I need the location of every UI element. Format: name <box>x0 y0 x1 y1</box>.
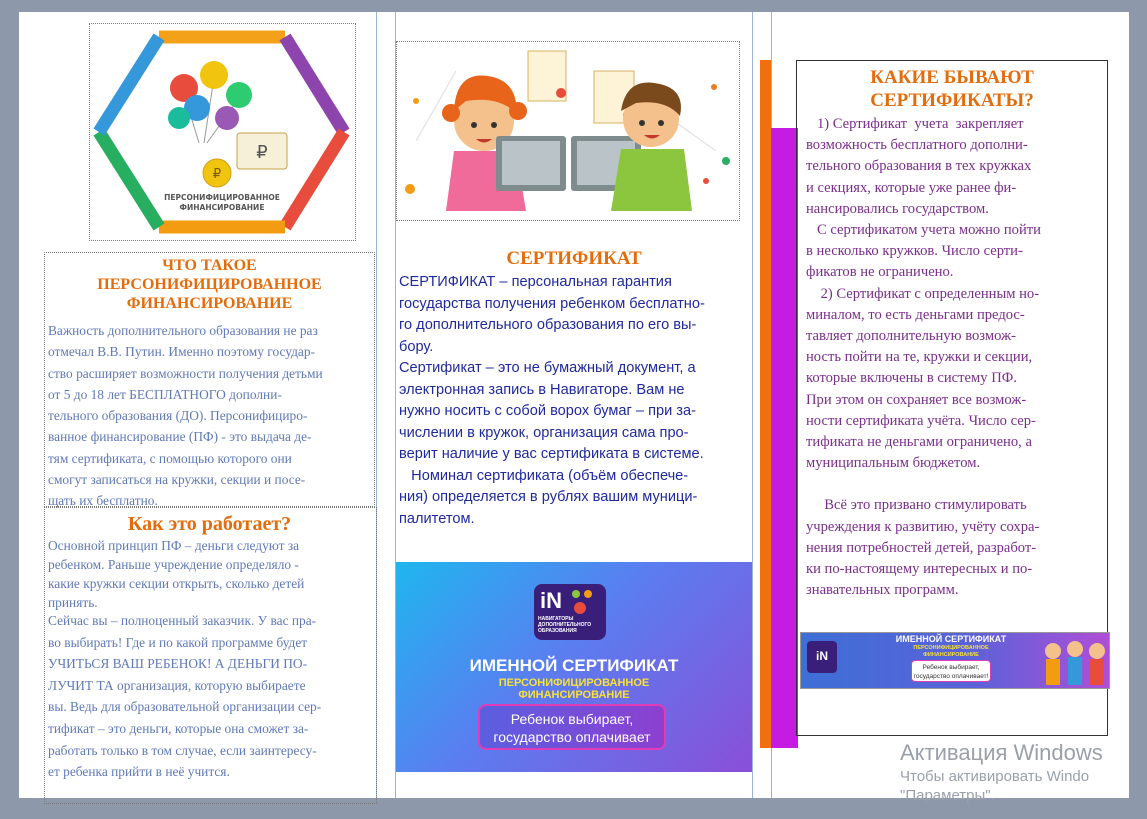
banner-title: ИМЕННОЙ СЕРТИФИКАТ <box>469 656 679 675</box>
mini-certificate-banner <box>800 632 1110 689</box>
navigator-logo: iN НАВИГАТОРЫ ДОПОЛНИТЕЛЬНОГО ОБРАЗОВАНИЯ <box>534 584 606 640</box>
mini-logo: iN <box>807 641 837 673</box>
how-title: Как это работает? <box>127 513 292 535</box>
logo-caption: ПЕРСОНИФИЦИРОВАННОЕ <box>164 193 280 202</box>
pf-logo <box>89 23 356 241</box>
svg-text:₽: ₽ <box>256 142 268 163</box>
kids-illustration <box>396 41 740 221</box>
cert-types-text: 1) Сертификат учета закрепляет возможность бесплатного дополни- тельного образования в тех кружках и секциях, которые уже ранее фи- нансировались государством. С сертификатом учета можно пойти в несколько кружков. Число серти- фикатов не ограничено. 2) Сертификат с определенным но- миналом, то есть деньгами предос- тавляет дополнительную возмож- ность пойти на те, кружки и секции, которые включены в систему ПФ. При этом он сохраняет все возмож- ности сертификата учёта. Число сер- тификата не деньгами ограничено, а муниципальным бюджетом. Всё это призвано стимулировать учреждения к развитию, учёту сохра- нения потребностей детей, разработ- ки по-настоящему интересных и по- знавательных программ. <box>806 116 1041 599</box>
mini-kids-illustration <box>1041 635 1109 688</box>
svg-text:₽: ₽ <box>212 167 222 182</box>
cert-title: СЕРТИФИКАТ <box>506 248 642 269</box>
windows-activation-watermark: Активация Windows Чтобы активировать Windo "Параметры". <box>900 740 1103 804</box>
cert-text: СЕРТИФИКАТ – персональная гарантия государства получения ребенком бесплатно- го дополнительного образования по его вы- бору. Сертификат – это не бумажный документ, а электронная запись в Навигаторе. Вам не нужно носить с собой ворох бумаг – при за- числении в кружок, организация сама про- верит наличие у вас сертификата в системе. Номинал сертификата (объём обеспече- ния) определяется в рублях вашим муници- палитетом. <box>399 274 705 527</box>
how-text: Основной принцип ПФ – деньги следуют за ребенком. Раньше учреждение определяло - какие кружки секции открыть, сколько детей принять. <box>48 538 305 610</box>
orange-accent-bar <box>760 60 771 748</box>
banner-slogan: Ребенок выбирает, государство оплачивает <box>478 704 666 750</box>
intro-text: Важность дополнительного образования не раз отмечал В.В. Путин. Именно поэтому государ- ство расширяет возможности получения детьми от 5 до 18 лет БЕСПЛАТНОГО дополни- тельного образования (ДО). Персонифициро- ванное финансирование (ПФ) - это выдача де- тям сертификата, с помощью которого они смогут записаться на кружки, секции и посе- щать их бесплатно. <box>48 323 323 509</box>
mini-title: ИМЕННОЙ СЕРТИФИКАТ <box>895 634 1007 644</box>
how-text: Сейчас вы – полноценный заказчик. У вас пра- во выбирать! Где и по какой программе будет УЧИТЬСЯ ВАШ РЕБЕНОК! А ДЕНЬГИ ПО- ЛУЧИТ ТА организация, которую выбираете вы. Ведь для образовательной организации сер- тификат – это деньги, которые она сможет за- работать только в том случае, если заинтересу- ет ребенка прийти в неё учится. <box>48 613 322 780</box>
purple-accent-bar <box>771 128 798 748</box>
column-guide <box>752 12 753 798</box>
mini-slogan: Ребенок выбирает, государство оплачивает! <box>911 660 991 682</box>
banner-subtitle: ПЕРСОНИФИЦИРОВАННОЕ ФИНАНСИРОВАНИЕ <box>498 677 650 701</box>
pf-title: ЧТО ТАКОЕ ПЕРСОНИФИЦИРОВАННОЕ ФИНАНСИРОВАНИЕ <box>97 257 322 312</box>
named-certificate-banner <box>396 562 752 772</box>
logo-caption: ФИНАНСИРОВАНИЕ <box>179 203 265 212</box>
mini-subtitle: ПЕРСОНИФИЦИРОВАННОЕ ФИНАНСИРОВАНИЕ <box>913 645 989 658</box>
cert-types-title: КАКИЕ БЫВАЮТ СЕРТИФИКАТЫ? <box>870 67 1034 111</box>
